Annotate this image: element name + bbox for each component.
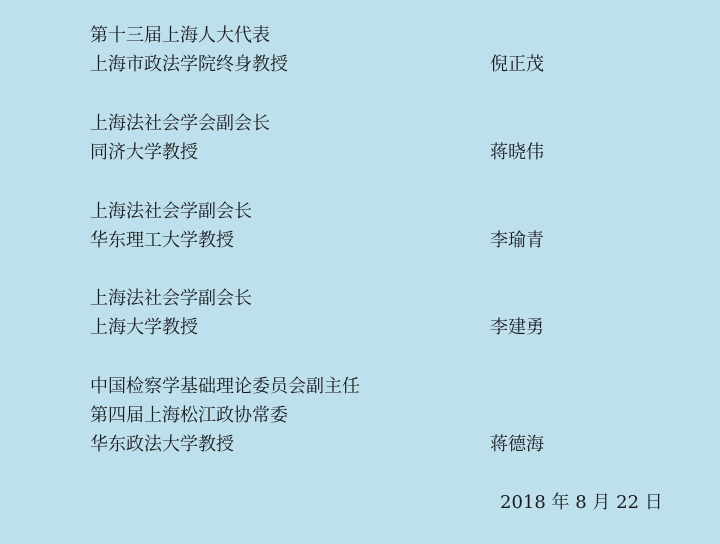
title-line: 第十三届上海人大代表 xyxy=(90,25,270,46)
signatory-entry xyxy=(90,372,560,459)
signatory-entry xyxy=(90,197,560,255)
title-text: 上海大学教授 xyxy=(90,317,198,338)
document-date: 2018 年 8 月 22 日 xyxy=(500,492,663,513)
title-text: 同济大学教授 xyxy=(90,142,198,163)
title-line xyxy=(90,226,560,255)
signatory-entry xyxy=(90,21,560,79)
title-text: 华东政法大学教授 xyxy=(90,434,234,455)
signatory-entry xyxy=(90,109,560,167)
signatory-entry xyxy=(90,284,560,342)
title-line: 上海法社会学会副会长 xyxy=(90,113,270,134)
title-text: 华东理工大学教授 xyxy=(90,230,234,251)
signatory-name: 李瑜青 xyxy=(490,230,544,251)
title-line: 第四届上海松江政协常委 xyxy=(90,405,288,426)
signatory-name: 李建勇 xyxy=(490,317,544,338)
title-line xyxy=(90,313,560,342)
signatory-name: 蒋德海 xyxy=(490,434,544,455)
signatory-name: 蒋晓伟 xyxy=(490,142,544,163)
title-line: 上海法社会学副会长 xyxy=(90,201,252,222)
title-line: 中国检察学基础理论委员会副主任 xyxy=(90,376,360,397)
title-line xyxy=(90,138,560,167)
signatory-name: 倪正茂 xyxy=(490,54,544,75)
title-text: 上海市政法学院终身教授 xyxy=(90,54,288,75)
title-line xyxy=(90,430,560,459)
title-line: 上海法社会学副会长 xyxy=(90,288,252,309)
title-line xyxy=(90,50,560,79)
